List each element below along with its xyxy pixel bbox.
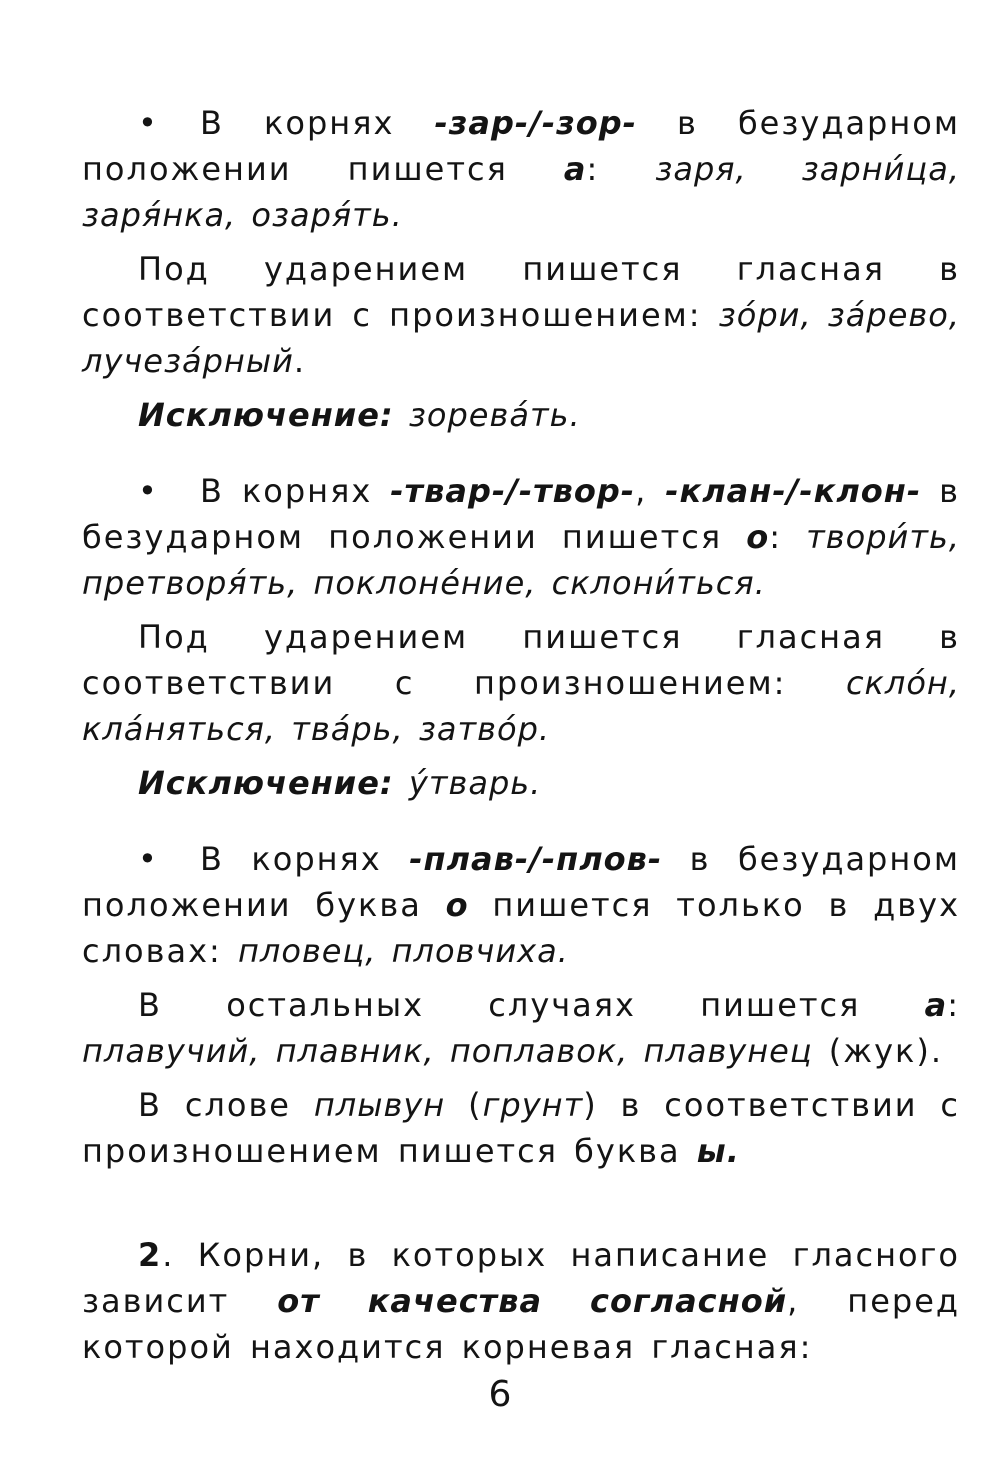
example-words: плывун bbox=[313, 1086, 446, 1124]
plain-text: , bbox=[635, 472, 666, 510]
emphasis-text: Исключение: bbox=[138, 396, 394, 434]
emphasis-text: -плав-/-плов- bbox=[409, 840, 663, 878]
plain-text: Под ударением пишется гласная в соответствии с произношением: bbox=[82, 250, 960, 334]
plain-text: . bbox=[293, 342, 307, 380]
plain-text: . Корни, в которых написание гласного зависит bbox=[82, 1236, 960, 1320]
other-cases-plav bbox=[82, 982, 960, 1074]
rule-text bbox=[82, 104, 960, 234]
bullet-icon: • bbox=[138, 840, 159, 878]
page-body bbox=[82, 100, 960, 1370]
plain-text: в безударном положении пишется bbox=[82, 104, 960, 188]
page-number: 6 bbox=[488, 1374, 512, 1415]
rule-text bbox=[82, 840, 960, 970]
emphasis-text: от качества согласной bbox=[277, 1282, 788, 1320]
plain-text: в безударном положении буква bbox=[82, 840, 960, 924]
plain-text: ( bbox=[445, 1086, 483, 1124]
example-words: заря, зарни́ца, заря́нка, озаря́ть. bbox=[82, 150, 960, 234]
rule-plav-plov bbox=[82, 836, 960, 974]
plain-text: : bbox=[947, 986, 960, 1024]
emphasis-text: о bbox=[746, 518, 770, 556]
plain-text: В корнях bbox=[200, 104, 435, 142]
emphasis-text: а bbox=[924, 986, 948, 1024]
plain-text: (жук). bbox=[812, 1032, 944, 1070]
plain-text: В корнях bbox=[200, 472, 391, 510]
stress-note-zar bbox=[82, 246, 960, 384]
emphasis-text: Исключение: bbox=[138, 764, 394, 802]
rule-tvar-klan bbox=[82, 468, 960, 606]
emphasis-text: о bbox=[445, 886, 469, 924]
exception-zar bbox=[82, 392, 960, 438]
plain-text: В слове bbox=[138, 1086, 314, 1124]
plain-text: : bbox=[769, 518, 807, 556]
example-words: зорева́ть. bbox=[393, 396, 581, 434]
plain-text: в безударном положении пишется bbox=[82, 472, 961, 556]
exception-tvar bbox=[82, 760, 960, 806]
example-words: грунт bbox=[482, 1086, 584, 1124]
emphasis-text: -твар-/-твор- bbox=[390, 472, 636, 510]
example-words: зо́ри, за́рево, лучеза́рный bbox=[82, 296, 961, 380]
plyvun-note bbox=[82, 1082, 960, 1174]
plain-text: ) в соответствии с произношением пишется буква bbox=[82, 1086, 961, 1170]
example-words: скло́н, кла́няться, тва́рь, затво́р. bbox=[82, 664, 960, 748]
plain-text: пишется только в двух словах: bbox=[82, 886, 961, 970]
bullet-icon: • bbox=[138, 104, 159, 142]
example-words: плавучий, плавник, поплавок, плавунец bbox=[82, 1032, 813, 1070]
plain-text: , перед которой находится корневая гласная: bbox=[82, 1282, 961, 1366]
example-words: у́тварь. bbox=[393, 764, 542, 802]
emphasis-text: а bbox=[563, 150, 587, 188]
emphasis-text: -клан-/-клон- bbox=[665, 472, 922, 510]
plain-text: В корнях bbox=[200, 840, 410, 878]
plain-text: Под ударением пишется гласная в соответствии с произношением: bbox=[82, 618, 960, 702]
example-words: пловец, пловчиха. bbox=[237, 932, 569, 970]
section-2-heading bbox=[82, 1232, 960, 1370]
rule-zar-zor bbox=[82, 100, 960, 238]
example-words: твори́ть, претворя́ть, поклоне́ние, склони́ться. bbox=[82, 518, 961, 602]
bold-text: 2 bbox=[138, 1236, 163, 1274]
emphasis-text: -зар-/-зор- bbox=[434, 104, 637, 142]
stress-note-tvar bbox=[82, 614, 960, 752]
rule-text bbox=[82, 472, 960, 602]
emphasis-text: ы. bbox=[696, 1132, 740, 1170]
plain-text: : bbox=[586, 150, 656, 188]
bullet-icon: • bbox=[138, 472, 159, 510]
plain-text: В остальных случаях пишется bbox=[138, 986, 925, 1024]
